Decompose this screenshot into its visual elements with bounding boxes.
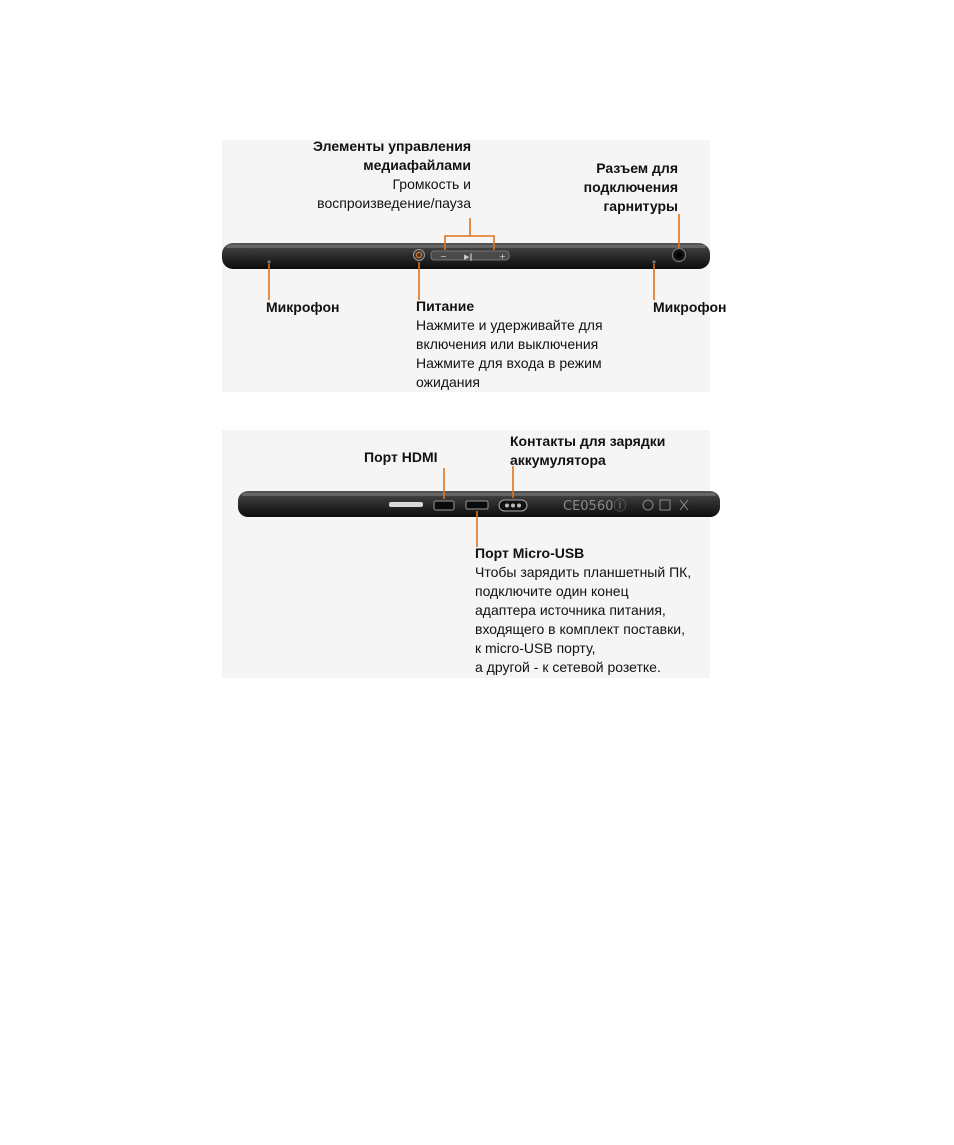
volume-up-icon: + <box>499 252 506 261</box>
power-label: Питание Нажмите и удерживайте для включения или выключения Нажмите для входа в режим ожидания <box>416 298 603 390</box>
power-button[interactable] <box>414 250 425 261</box>
headset-jack <box>673 249 686 262</box>
mic-left-label: Микрофон <box>266 299 340 315</box>
certification-marks: CE0560ⓘ <box>563 499 627 514</box>
media-controls-label: Элементы управления медиафайлами Громкость и воспроизведение/пауза <box>313 138 471 211</box>
speaker-grille <box>389 502 423 507</box>
play-pause-icon: ▶‖ <box>464 253 473 261</box>
charging-contacts <box>499 500 527 511</box>
media-rocker[interactable] <box>431 251 509 261</box>
mic-right-hole <box>652 260 655 263</box>
micro-usb-port <box>466 501 488 509</box>
mic-right-label: Микрофон <box>653 299 727 315</box>
hdmi-label: Порт HDMI <box>364 449 438 465</box>
headset-jack-label: Разъем для подключения гарнитуры <box>583 160 678 214</box>
hdmi-port <box>434 501 454 510</box>
charging-contacts-label: Контакты для зарядки аккумулятора <box>510 433 666 468</box>
volume-down-icon: − <box>440 252 447 261</box>
micro-usb-label: Порт Micro-USB Чтобы зарядить планшетный ПК, подключите один конец адаптера источника питания, входящего в комплект поставки, к micro-USB порту, а другой - к сетевой розетке. <box>475 545 692 675</box>
mic-left-hole <box>267 260 270 263</box>
